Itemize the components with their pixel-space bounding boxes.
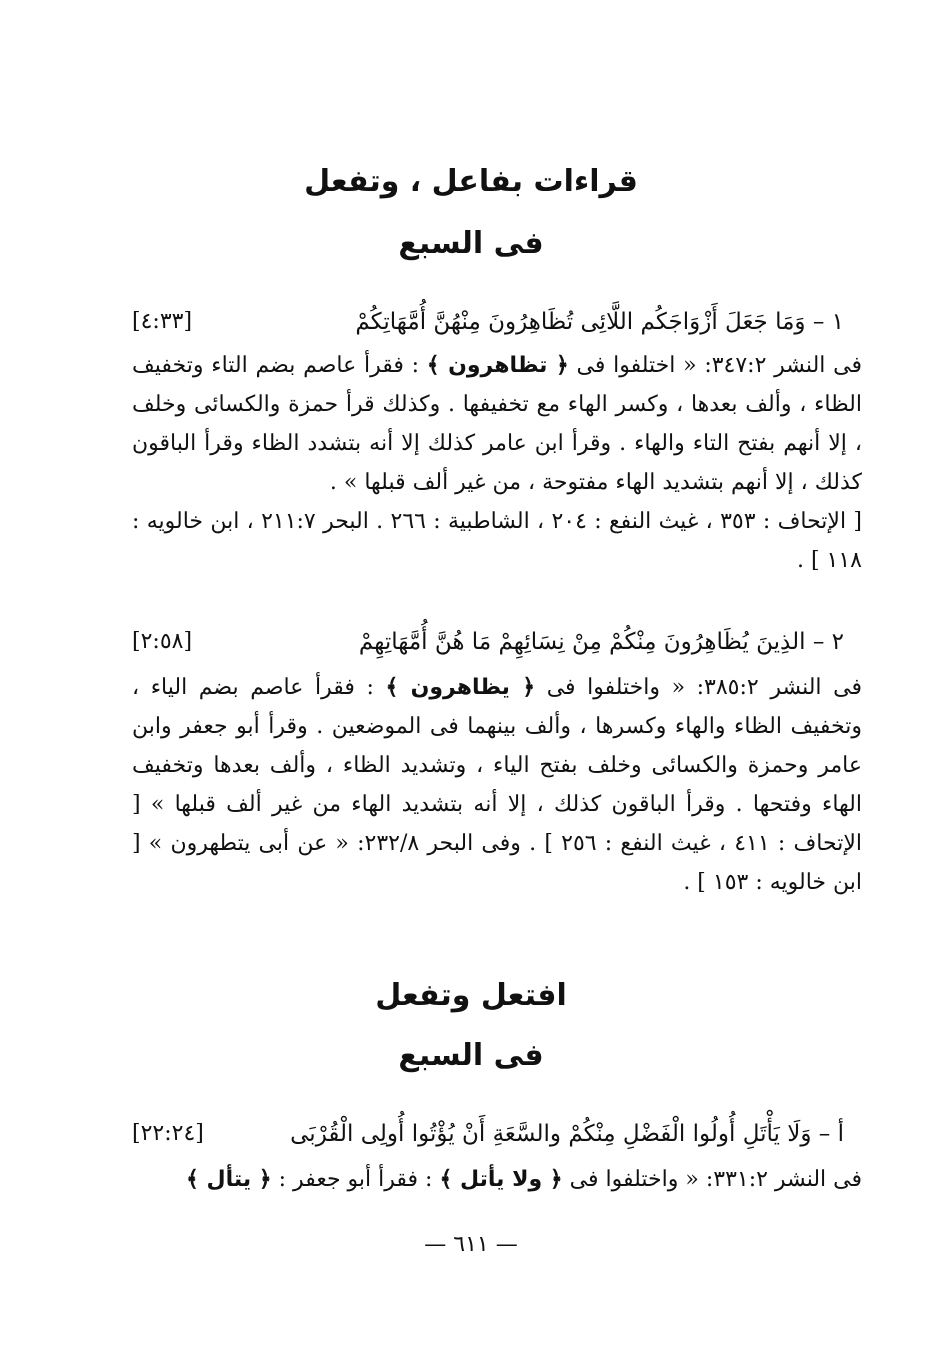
verse-reference: [٢٢:٢٤] [132,1121,204,1146]
verse-text: الذِينَ يُظَاهِرُونَ مِنْكُمْ مِنْ نِسَائِهِمْ مَا هُنَّ أُمَّهَاتِهِمْ [358,629,806,655]
section-title: قراءات بفاعل ، وتفعل [304,164,638,199]
page-number: — ٦١١ — [424,1232,518,1257]
commentary-text: : فقرأ أبو جعفر : [278,1167,433,1192]
commentary-text: فى النشر ٣٨٥:٢: « واختلفوا فى [546,675,862,700]
commentary-text: : فقرأ عاصم بضم الياء ، وتخفيف الظاء والهاء وكسرها ، وألف بينهما فى الموضعين . وقرأ أبو جعفر وابن عامر وحمزة والكسائى وخلف بفتح الياء ، وتشديد الظاء ، وألف بعدها وتخفيف الهاء وفتحها . وقرأ الباقون كذلك ، إلا أنه بتشديد الهاء من غير ألف قبلها » [ الإتحاف : ٤١١ ، غيث النفع : ٢٥٦ ] . وفى البحر ٢٣٢/٨: « عن أبى يتطهرون » [ ابن خالويه : ١٥٣ ] . [132,675,862,895]
entry-number: ٢ – [812,629,844,655]
commentary-block-1 [132,346,862,580]
keyword: ﴿ يتأل ﴾ [185,1167,272,1192]
commentary-paragraph [132,346,862,502]
keyword: ﴿ يظاهرون ﴾ [385,675,536,700]
keyword: ﴿ تظاهرون ﴾ [426,353,569,378]
commentary-block-3 [132,1160,862,1199]
keyword: ﴿ ولا يأتل ﴾ [439,1167,563,1192]
section-subtitle: فى السبع [398,1038,544,1073]
section-title: افتعل وتفعل [375,978,567,1013]
section-subtitle: فى السبع [398,226,544,261]
commentary-text: فى النشر ٣٣١:٢: « واختلفوا فى [569,1167,862,1192]
reference-paragraph: [ الإتحاف : ٣٥٣ ، غيث النفع : ٢٠٤ ، الشاطبية : ٢٦٦ . البحر ٢١١:٧ ، ابن خالويه : ١١٨ ] . [132,509,862,573]
verse-line-3 [132,1114,844,1154]
verse-line-1 [132,302,844,342]
verse-line-2 [132,622,844,662]
verse-text: وَمَا جَعَلَ أَزْوَاجَكُم اللَّائِى تُظَاهِرُونَ مِنْهُنَّ أُمَّهَاتِكُمْ [355,309,806,335]
commentary-text: : فقرأ عاصم بضم التاء وتخفيف الظاء ، وألف بعدها ، وكسر الهاء مع تخفيفها . وكذلك قرأ حمزة والكسائى وخلف ، إلا أنهم بفتح التاء والهاء . وقرأ ابن عامر كذلك إلا أنه بتشدد الظاء وقرأ الباقون كذلك ، إلا أنهم بتشديد الهاء مفتوحة ، من غير ألف قبلها » . [132,353,862,495]
verse-reference: [٤:٣٣] [132,309,193,334]
commentary-paragraph [132,1160,862,1199]
entry-number: أ – [818,1121,844,1147]
commentary-paragraph [132,668,862,902]
entry-number: ١ – [812,309,844,335]
verse-text: وَلَا يَأْتَلِ أُولُوا الْفَضْلِ مِنْكُمْ والسَّعَةِ أَنْ يُؤْتُوا أُولِى الْقُرْبَى [290,1121,812,1147]
verse-reference: [٢:٥٨] [132,629,193,654]
commentary-block-2 [132,668,862,902]
commentary-text: فى النشر ٣٤٧:٢: « اختلفوا فى [576,353,862,378]
